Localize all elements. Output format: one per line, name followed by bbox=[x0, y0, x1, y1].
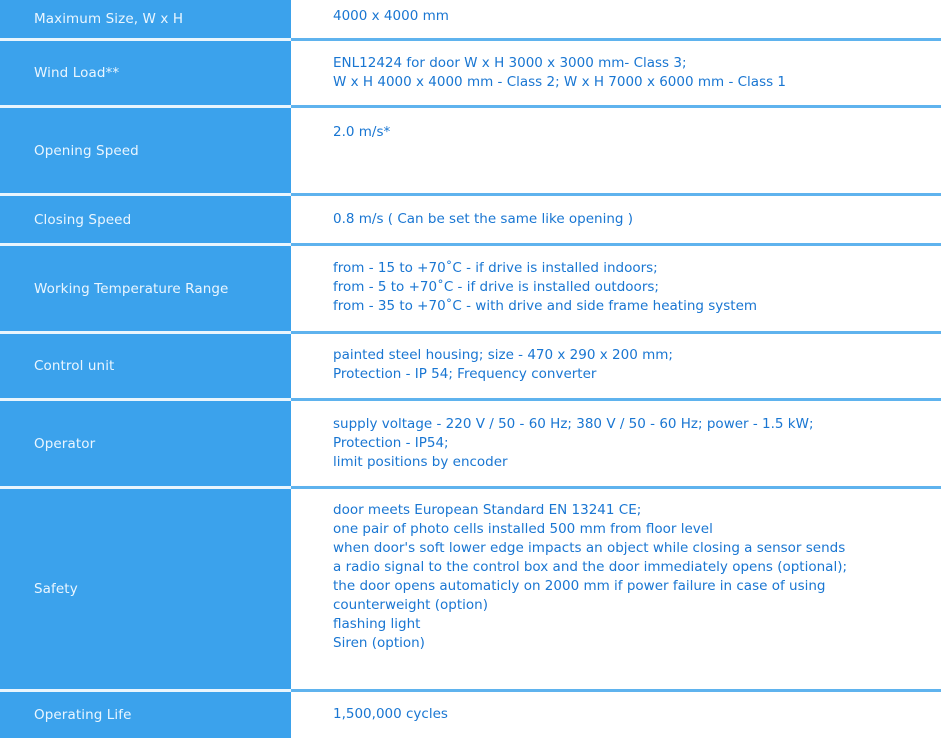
spec-label: Closing Speed bbox=[0, 196, 291, 243]
spec-value bbox=[291, 41, 941, 105]
spec-value-line: a radio signal to the control box and the door immediately opens (optional); bbox=[333, 559, 848, 575]
spec-value bbox=[291, 692, 941, 738]
spec-value-line: flashing light bbox=[333, 616, 421, 632]
spec-label: Operating Life bbox=[0, 692, 291, 738]
spec-value bbox=[291, 196, 941, 243]
spec-value-line: W x H 4000 x 4000 mm - Class 2; W x H 7000 x 6000 mm - Class 1 bbox=[333, 74, 787, 90]
spec-row-control-unit bbox=[0, 334, 941, 398]
spec-value-line: ENL12424 for door W x H 3000 x 3000 mm- Class 3; bbox=[333, 55, 687, 71]
spec-value bbox=[291, 246, 941, 331]
spec-value-line: 1,500,000 cycles bbox=[333, 706, 448, 722]
spec-value-line: when door's soft lower edge impacts an object while closing a sensor sends bbox=[333, 540, 846, 556]
spec-row-maximum-size bbox=[0, 0, 941, 38]
spec-value bbox=[291, 401, 941, 486]
spec-value-line: Protection - IP54; bbox=[333, 435, 449, 451]
spec-row-opening-speed bbox=[0, 108, 941, 193]
spec-label: Safety bbox=[0, 489, 291, 689]
spec-value-line: from - 5 to +70˚C - if drive is installed outdoors; bbox=[333, 279, 659, 295]
spec-value-line: from - 15 to +70˚C - if drive is installed indoors; bbox=[333, 260, 658, 276]
spec-value-line: one pair of photo cells installed 500 mm from floor level bbox=[333, 521, 713, 537]
spec-value bbox=[291, 0, 941, 38]
spec-label: Control unit bbox=[0, 334, 291, 398]
spec-value-line: from - 35 to +70˚C - with drive and side frame heating system bbox=[333, 298, 758, 314]
spec-value bbox=[291, 489, 941, 689]
spec-value bbox=[291, 108, 941, 193]
spec-label: Opening Speed bbox=[0, 108, 291, 193]
spec-value-line: the door opens automaticly on 2000 mm if power failure in case of using bbox=[333, 578, 826, 594]
spec-value-line: Siren (option) bbox=[333, 635, 425, 651]
spec-value-line: 2.0 m/s* bbox=[333, 124, 391, 140]
spec-row-closing-speed bbox=[0, 196, 941, 243]
spec-value-line: 0.8 m/s ( Can be set the same like opening ) bbox=[333, 211, 634, 227]
spec-row-operating-life bbox=[0, 692, 941, 738]
spec-value bbox=[291, 334, 941, 398]
spec-value-line: painted steel housing; size - 470 x 290 x 200 mm; bbox=[333, 347, 673, 363]
spec-label: Wind Load** bbox=[0, 41, 291, 105]
spec-row-safety bbox=[0, 489, 941, 689]
spec-row-working-temperature bbox=[0, 246, 941, 331]
spec-row-operator bbox=[0, 401, 941, 486]
spec-value-line: Protection - IP 54; Frequency converter bbox=[333, 366, 597, 382]
spec-row-wind-load bbox=[0, 41, 941, 105]
spec-label: Working Temperature Range bbox=[0, 246, 291, 331]
spec-label: Maximum Size, W x H bbox=[0, 0, 291, 38]
spec-value-line: supply voltage - 220 V / 50 - 60 Hz; 380 V / 50 - 60 Hz; power - 1.5 kW; bbox=[333, 416, 814, 432]
spec-value-line: door meets European Standard EN 13241 CE; bbox=[333, 502, 642, 518]
spec-label: Operator bbox=[0, 401, 291, 486]
spec-value-line: limit positions by encoder bbox=[333, 454, 508, 470]
spec-value-line: 4000 x 4000 mm bbox=[333, 8, 449, 24]
spec-value-line: counterweight (option) bbox=[333, 597, 488, 613]
